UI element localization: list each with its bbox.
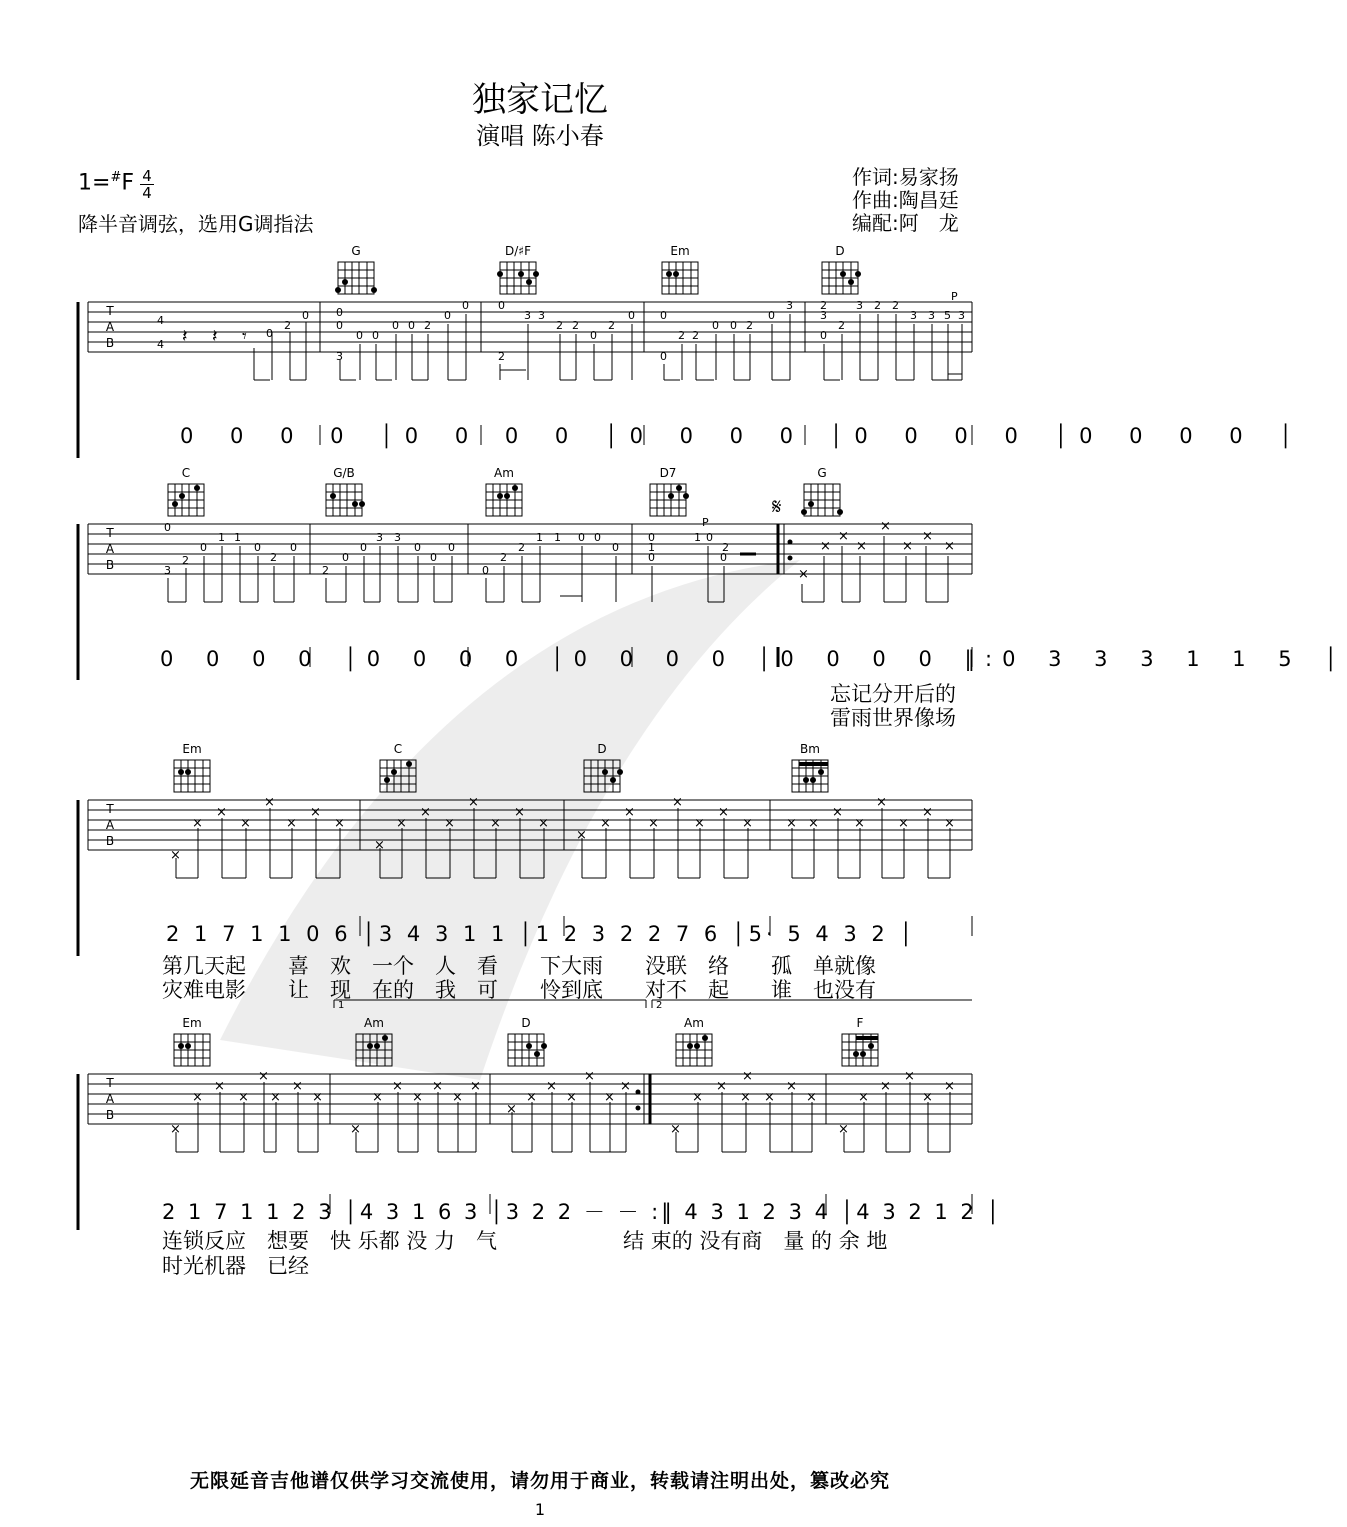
svg-text:0: 0 [336,306,343,319]
volta-2-label: 2 [656,1000,663,1011]
svg-text:2: 2 [892,299,899,312]
chord-name: C [393,742,403,756]
svg-text:4: 4 [157,314,164,327]
svg-text:×: × [214,1079,225,1094]
svg-text:0: 0 [360,541,367,554]
song-title: 独家记忆 [472,80,608,120]
svg-text:0: 0 [254,541,261,554]
chord-diagram-bm [792,760,828,792]
lyricist: 作词:易家扬 [852,165,959,189]
svg-text:2: 2 [746,319,753,332]
svg-text:𝄾: 𝄾 [242,326,247,347]
svg-text:3: 3 [164,564,171,577]
time-bottom: 4 [140,184,154,201]
page-number: 1 [534,1500,546,1519]
svg-text:×: × [856,539,867,554]
svg-text:×: × [374,838,385,853]
svg-text:5: 5 [944,309,951,322]
number-notation-line: 2 1 7 1 1 0 6 │3 4 3 1 1 │1 2 3 2 2 7 6 │5· 5 4 3 2 │ [166,922,917,946]
svg-text:×: × [898,816,909,831]
svg-text:×: × [922,529,933,544]
chord-diagram-d-4 [508,1034,547,1066]
lyrics-line-1: 忘记分开后的 [830,682,956,706]
svg-text:×: × [258,1069,269,1084]
tab-label: T A B [105,526,115,572]
svg-text:×: × [392,1079,403,1094]
svg-text:×: × [740,1090,751,1105]
lyrics-line-2: 灾难电影 让 现 在的 我 可 怜到底 对不 起 谁 也没有 [162,978,876,1002]
svg-text:0: 0 [200,541,207,554]
svg-text:4: 4 [157,338,164,351]
svg-text:2: 2 [182,554,189,567]
chord-diagram-gb [326,484,365,516]
svg-text:×: × [858,1090,869,1105]
chord-name: G [817,466,827,480]
svg-text:2: 2 [500,551,507,564]
chord-name: Am [684,1016,704,1030]
svg-text:0: 0 [660,309,667,322]
svg-text:𝄽: 𝄽 [212,326,218,347]
volta-1-label: 1 [338,1000,345,1011]
svg-text:×: × [468,795,479,810]
svg-text:×: × [742,1069,753,1084]
chord-name: Bm [800,742,820,756]
svg-text:0: 0 [414,541,421,554]
key-sharp: # [110,170,122,185]
lyrics-line-1: 第几天起 喜 欢 一个 人 看 下大雨 没联 络 孤 单就像 [162,954,876,978]
svg-text:×: × [808,816,819,831]
svg-text:0: 0 [462,299,469,312]
svg-text:×: × [310,805,321,820]
svg-text:0: 0 [482,564,489,577]
svg-text:3: 3 [820,309,827,322]
svg-text:×: × [922,1090,933,1105]
chord-diagram-f [842,1034,878,1066]
svg-text:0: 0 [768,309,775,322]
chord-name: D/♯F [505,244,531,258]
number-notation-line: 0 0 0 0 │0 0 0 0 │0 0 0 0 │0 0 0 0 │0 0 0 0 │ [180,424,1304,448]
chord-name: G/B [333,466,355,480]
copyright-notice: 无限延音吉他谱仅供学习交流使用，请勿用于商业，转载请注明出处，篡改必究 [189,1470,890,1492]
svg-text:×: × [798,567,809,582]
svg-text:2: 2 [722,541,729,554]
chord-diagram-g [335,262,377,294]
svg-text:×: × [412,1090,423,1105]
svg-text:×: × [312,1090,323,1105]
svg-text:×: × [372,1090,383,1105]
svg-text:×: × [718,805,729,820]
svg-text:3: 3 [538,309,545,322]
chord-name: Em [182,1016,202,1030]
svg-text:3: 3 [376,531,383,544]
lyrics-line-1: 连锁反应 想要 快 乐都 没 力 气 结 束的 没有商 量 的 余 地 [162,1229,888,1253]
svg-text:0: 0 [578,531,585,544]
svg-text:0: 0 [720,551,727,564]
svg-text:×: × [192,816,203,831]
svg-text:×: × [192,1090,203,1105]
svg-text:2: 2 [498,350,505,363]
svg-text:2: 2 [838,319,845,332]
chord-name: Em [670,244,690,258]
chord-diagram-d7 [650,484,689,516]
chord-name: Am [494,466,514,480]
svg-text:×: × [444,816,455,831]
svg-text:×: × [584,1069,595,1084]
svg-text:2: 2 [678,329,685,342]
svg-text:×: × [902,539,913,554]
svg-text:2: 2 [322,564,329,577]
dead-note-marks [798,519,955,582]
svg-text:×: × [648,816,659,831]
chord-name: D7 [659,466,677,480]
svg-text:×: × [944,539,955,554]
svg-text:×: × [396,816,407,831]
svg-text:𝄽: 𝄽 [182,326,188,347]
svg-text:×: × [350,1122,361,1137]
svg-text:3: 3 [336,350,343,363]
key-note: F [121,170,134,196]
svg-text:0: 0 [302,309,309,322]
svg-text:×: × [452,1090,463,1105]
arranger: 编配:阿 龙 [852,211,959,235]
chord-diagram-dfs [497,262,539,294]
key-signature [78,170,134,195]
svg-text:×: × [506,1102,517,1117]
svg-text:×: × [922,805,933,820]
chord-diagram-am-5 [676,1034,712,1066]
svg-text:1: 1 [648,541,655,554]
chord-name: Am [364,1016,384,1030]
chord-name: D [835,244,845,258]
svg-text:1: 1 [218,531,225,544]
svg-text:×: × [694,816,705,831]
svg-text:0: 0 [590,329,597,342]
svg-text:×: × [270,1090,281,1105]
chord-diagram-em-4 [174,1034,210,1066]
svg-text:0: 0 [408,319,415,332]
svg-text:2: 2 [270,551,277,564]
svg-text:×: × [546,1079,557,1094]
chord-diagram-g2 [801,484,843,516]
svg-text:×: × [670,1122,681,1137]
svg-text:×: × [600,816,611,831]
svg-text:×: × [238,1090,249,1105]
chord-diagram-am [486,484,522,516]
svg-text:1: 1 [234,531,241,544]
svg-text:0: 0 [660,350,667,363]
svg-text:0: 0 [290,541,297,554]
svg-text:2: 2 [424,319,431,332]
svg-text:2: 2 [284,319,291,332]
svg-text:×: × [566,1090,577,1105]
svg-text:×: × [786,1079,797,1094]
svg-text:0: 0 [594,531,601,544]
svg-text:P: P [702,516,709,529]
chord-diagram-c-3 [380,760,416,792]
chord-diagram-em [662,262,698,294]
svg-text:×: × [264,795,275,810]
svg-text:×: × [806,1090,817,1105]
svg-text:0: 0 [392,319,399,332]
svg-text:×: × [620,1079,631,1094]
svg-text:0: 0 [648,551,655,564]
svg-text:3: 3 [910,309,917,322]
svg-text:0: 0 [730,319,737,332]
svg-text:0: 0 [448,541,455,554]
chord-diagram-d-3 [584,760,623,792]
svg-text:×: × [820,539,831,554]
tab-label: T A B [105,802,115,848]
svg-text:×: × [838,529,849,544]
svg-text:0: 0 [356,329,363,342]
rest-marks [182,326,247,347]
svg-text:0: 0 [498,299,505,312]
svg-text:×: × [286,816,297,831]
svg-text:×: × [786,816,797,831]
composer: 作曲:陶昌廷 [852,188,959,212]
svg-text:2: 2 [874,299,881,312]
svg-text:×: × [514,805,525,820]
lyrics-line-2: 雷雨世界像场 [830,706,956,730]
time-top: 4 [142,167,152,185]
tab-label: T A B [105,1076,115,1122]
svg-text:3: 3 [394,531,401,544]
svg-text:×: × [904,1069,915,1084]
svg-text:3: 3 [928,309,935,322]
svg-text:×: × [292,1079,303,1094]
svg-text:2: 2 [820,299,827,312]
svg-text:3: 3 [524,309,531,322]
chord-name: G [351,244,361,258]
svg-text:×: × [576,828,587,843]
svg-text:3: 3 [958,309,965,322]
svg-text:×: × [716,1079,727,1094]
svg-text:×: × [240,816,251,831]
chord-diagram-am-4 [356,1034,392,1066]
key-prefix: 1= [78,170,111,196]
svg-text:×: × [624,805,635,820]
svg-text:×: × [880,519,891,534]
svg-text:2: 2 [556,319,563,332]
tab-label: T A B [105,304,115,350]
svg-text:1: 1 [694,531,701,544]
svg-text:×: × [672,795,683,810]
svg-text:×: × [334,816,345,831]
performer-line: 演唱 陈小春 [476,122,604,150]
svg-text:×: × [692,1090,703,1105]
svg-text:×: × [876,795,887,810]
svg-text:×: × [838,1122,849,1137]
svg-text:×: × [170,848,181,863]
svg-text:0: 0 [372,329,379,342]
chord-diagram-em-3 [174,760,210,792]
svg-text:×: × [880,1079,891,1094]
svg-text:×: × [526,1090,537,1105]
svg-text:×: × [470,1079,481,1094]
svg-text:×: × [944,1079,955,1094]
svg-text:×: × [432,1079,443,1094]
tuning-note: 降半音调弦，选用G调指法 [78,212,314,236]
chord-name: Em [182,742,202,756]
svg-text:2: 2 [572,319,579,332]
svg-text:×: × [944,816,955,831]
svg-text:2: 2 [692,329,699,342]
svg-text:0: 0 [820,329,827,342]
number-notation-line: 0 0 0 0 │0 0 0 0 │0 0 0 0 │0 0 0 0 ‖:0 3 3 3 1 1 5 │ [160,647,1347,671]
chord-name: D [521,1016,531,1030]
svg-text:×: × [832,805,843,820]
dead-note-marks [170,1069,955,1137]
chord-diagram-c [168,484,204,516]
svg-text:×: × [170,1122,181,1137]
svg-text:×: × [604,1090,615,1105]
chord-name: C [181,466,191,480]
svg-text:0: 0 [612,541,619,554]
svg-text:×: × [742,816,753,831]
chord-name: F [856,1016,864,1030]
svg-text:0: 0 [164,521,171,534]
svg-text:0: 0 [336,319,343,332]
svg-text:3: 3 [856,299,863,312]
svg-text:×: × [854,816,865,831]
svg-text:×: × [216,805,227,820]
svg-text:0: 0 [266,327,273,340]
svg-text:2: 2 [518,541,525,554]
chord-name: D [597,742,607,756]
svg-text:0: 0 [706,531,713,544]
credits [852,166,959,235]
svg-text:×: × [490,816,501,831]
svg-text:1: 1 [536,531,543,544]
lyrics-line-2: 时光机器 已经 [162,1254,309,1278]
chord-diagram-d [822,262,861,294]
svg-text:3: 3 [786,299,793,312]
svg-text:1: 1 [554,531,561,544]
svg-text:0: 0 [712,319,719,332]
svg-text:×: × [420,805,431,820]
dead-note-marks [170,795,955,863]
svg-text:×: × [538,816,549,831]
svg-text:0: 0 [444,309,451,322]
svg-text:0: 0 [430,551,437,564]
svg-text:2: 2 [608,319,615,332]
segno-sign: 𝄋 [772,495,782,520]
number-notation-line: 2 1 7 1 1 2 3 │4 3 1 6 3 │3 2 2 － － :‖ 4 3 1 2 3 4 │4 3 2 1 2 │ [162,1200,1003,1224]
svg-text:0: 0 [648,531,655,544]
time-signature [140,168,154,201]
svg-text:×: × [764,1090,775,1105]
svg-text:0: 0 [628,309,635,322]
svg-text:P: P [951,290,958,303]
svg-text:0: 0 [342,551,349,564]
